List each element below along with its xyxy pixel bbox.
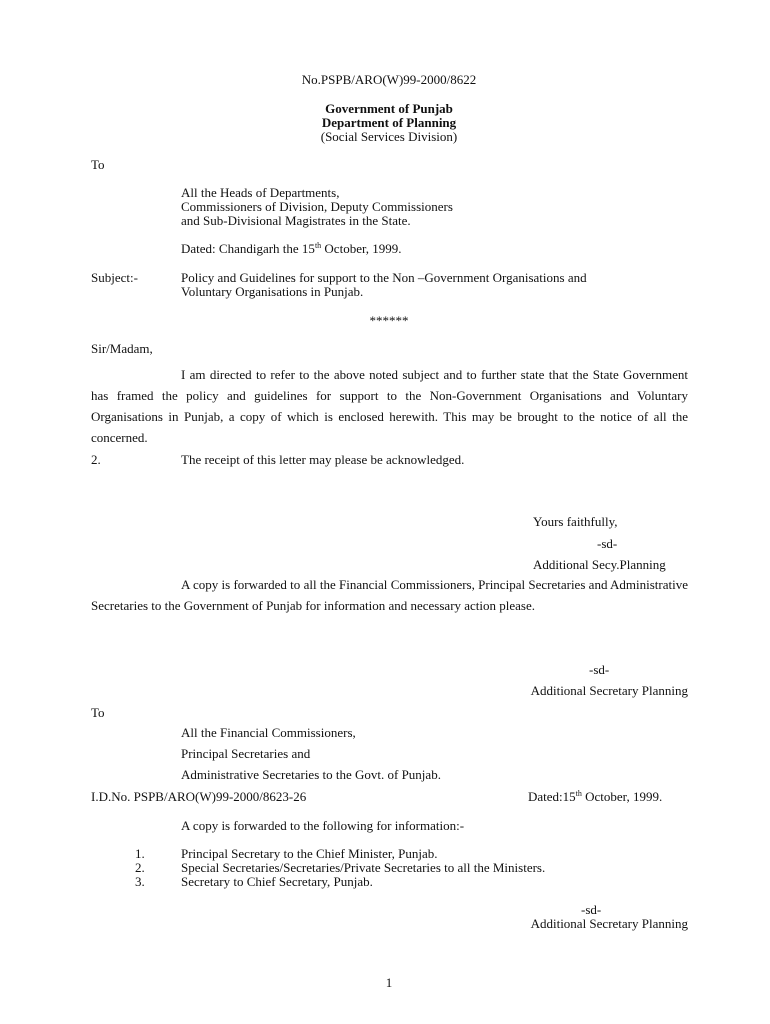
dated-prefix: Dated: Chandigarh the 15 xyxy=(181,241,315,256)
address-line: Principal Secretaries and xyxy=(181,746,311,761)
subject-line-2: Voluntary Organisations in Punjab. xyxy=(181,284,364,299)
page-number: 1 xyxy=(385,975,393,990)
signature-sd: -sd- xyxy=(589,662,610,677)
id-number: I.D.No. PSPB/ARO(W)99-2000/8623-26 xyxy=(91,789,307,804)
address-line: All the Financial Commissioners, xyxy=(181,725,356,740)
subject-line-1: Policy and Guidelines for support to the Non –Government Organisations and xyxy=(181,270,587,285)
to-label: To xyxy=(91,705,105,720)
closing-yours-faithfully: Yours faithfully, xyxy=(533,514,618,529)
id-dated-line xyxy=(528,789,662,804)
list-item-number: 3. xyxy=(135,874,145,889)
separator-stars: ****** xyxy=(369,313,409,328)
dated-line xyxy=(181,241,402,256)
signature-title: Additional Secretary Planning xyxy=(530,683,688,698)
signature-sd: -sd- xyxy=(581,902,602,917)
closing-sd: -sd- xyxy=(597,536,618,551)
id-dated-suffix: October, 1999. xyxy=(581,789,663,804)
government-name: Government of Punjab xyxy=(325,101,453,116)
para2-number: 2. xyxy=(91,452,101,467)
to-label: To xyxy=(91,157,105,172)
address-line: Administrative Secretaries to the Govt. of Punjab. xyxy=(181,767,441,782)
list-item-number: 1. xyxy=(135,846,145,861)
address-line: All the Heads of Departments, xyxy=(181,185,340,200)
dated-suffix: October, 1999. xyxy=(321,241,402,256)
department-name: Department of Planning xyxy=(321,115,457,130)
body-paragraph: I am directed to refer to the above noted subject and to further state that the State Government has framed the policy and guidelines for support to the Non-Government Organisations and Voluntary Organisations in Punjab, a copy of which is enclosed herewith. This may be brought to the notice of all the concerned. xyxy=(91,367,688,445)
address-line: and Sub-Divisional Magistrates in the State. xyxy=(181,213,411,228)
subject-label: Subject:- xyxy=(91,270,138,285)
list-item-text: Special Secretaries/Secretaries/Private Secretaries to all the Ministers. xyxy=(181,860,546,875)
id-dated-prefix: Dated:15 xyxy=(528,789,576,804)
list-item-text: Secretary to Chief Secretary, Punjab. xyxy=(181,874,373,889)
address-line: Commissioners of Division, Deputy Commissioners xyxy=(181,199,453,214)
closing-title: Additional Secy.Planning xyxy=(533,557,666,572)
para2-text: The receipt of this letter may please be acknowledged. xyxy=(181,452,465,467)
copy-info-intro: A copy is forwarded to the following for information:- xyxy=(181,818,465,833)
division-name: (Social Services Division) xyxy=(320,129,458,144)
id-dated-superscript: th xyxy=(575,789,582,798)
list-item-number: 2. xyxy=(135,860,145,875)
copy-paragraph: A copy is forwarded to all the Financial Commissioners, Principal Secretaries and Administrative Secretaries to the Government of Punjab for information and necessary action please. xyxy=(91,577,688,613)
salutation: Sir/Madam, xyxy=(91,341,153,356)
dated-superscript: th xyxy=(314,241,322,250)
list-item-text: Principal Secretary to the Chief Minister, Punjab. xyxy=(181,846,438,861)
signature-title: Additional Secretary Planning xyxy=(530,916,688,931)
reference-number: No.PSPB/ARO(W)99-2000/8622 xyxy=(301,72,477,87)
